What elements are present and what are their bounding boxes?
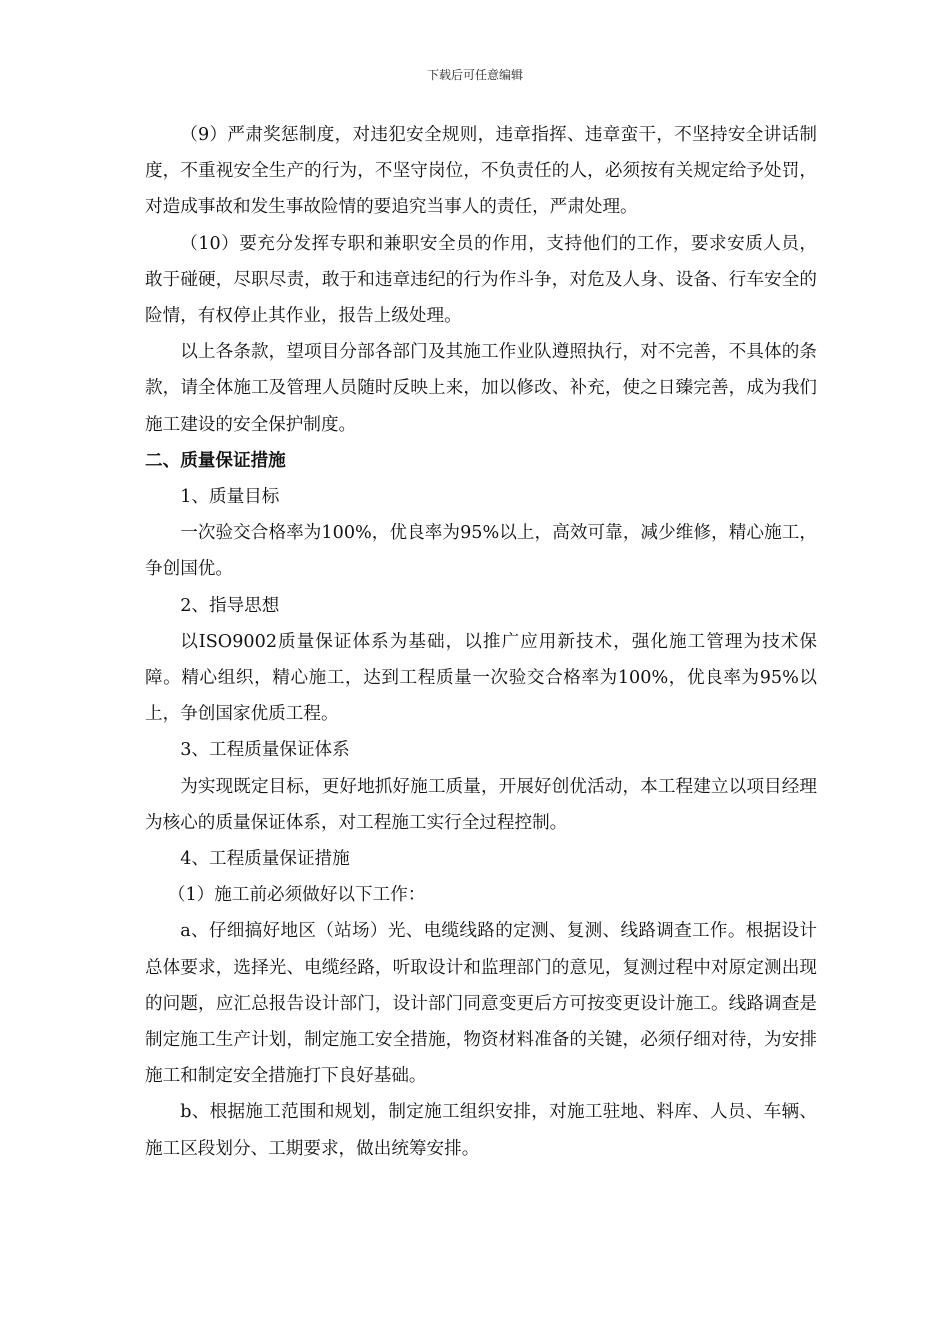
quality-target-body: 一次验交合格率为100%，优良率为95%以上，高效可靠，减少维修，精心施工，争创国优。: [145, 523, 817, 580]
guiding-idea-body: 以ISO9002质量保证体系为基础，以推广应用新技术，强化施工管理为技术保障。精心组织，精心施工，达到工程质量一次验交合格率为100%，优良率为95%以上，争创国家优质工程。: [145, 631, 817, 725]
paragraph-item-10: （10）要充分发挥专职和兼职安全员的作用，支持他们的工作，要求安质人员，敢于碰硬，尽职尽责，敢于和违章违纪的行为作斗争，对危及人身、设备、行车安全的险情，有权停止其作业，报告上级处理。: [145, 233, 817, 327]
summary-paragraph: 以上各条款，望项目分部各部门及其施工作业队遵照执行，对不完善，不具体的条款，请全体施工及管理人员随时反映上来，加以修改、补充，使之日臻完善，成为我们施工建设的安全保护制度。: [145, 342, 817, 435]
measure-item-1: （1）施工前必须做好以下工作：: [167, 885, 426, 906]
subheading-quality-system: 3、工程质量保证体系: [180, 740, 350, 761]
subheading-quality-target: 1、质量目标: [180, 487, 280, 508]
measure-item-b: b、根据施工范围和规划，制定施工组织安排，对施工驻地、料库、人员、车辆、施工区段划分、工期要求，做出统筹安排。: [145, 1102, 817, 1159]
quality-system-body: 为实现既定目标，更好地抓好施工质量，开展好创优活动，本工程建立以项目经理为核心的质量保证体系，对工程施工实行全过程控制。: [145, 776, 817, 833]
subheading-guiding-idea: 2、指导思想: [180, 595, 280, 616]
subheading-quality-measures: 4、工程质量保证措施: [180, 849, 350, 870]
document-body: [145, 117, 817, 1167]
paragraph-item-9: （9）严肃奖惩制度，对违犯安全规则，违章指挥、违章蛮干，不坚持安全讲话制度，不重视安全生产的行为，不坚守岗位，不负责任的人，必须按有关规定给予处罚，对造成事故和发生事故险情的要追究当事人的责任，严肃处理。: [145, 125, 817, 218]
header-note: 下载后可任意编辑: [426, 68, 523, 82]
section-heading-quality: 二、质量保证措施: [145, 449, 286, 471]
measure-item-a: a、仔细搞好地区（站场）光、电缆线路的定测、复测、线路调查工作。根据设计总体要求，选择光、电缆经路，听取设计和监理部门的意见，复测过程中对原定测出现的问题，应汇总报告设计部门，设计部门同意变更后方可按变更设计施工。线路调查是制定施工生产计划，制定施工安全措施，物资材料准备的关键，必须仔细对待，为安排施工和制定安全措施打下良好基础。: [145, 921, 817, 1087]
